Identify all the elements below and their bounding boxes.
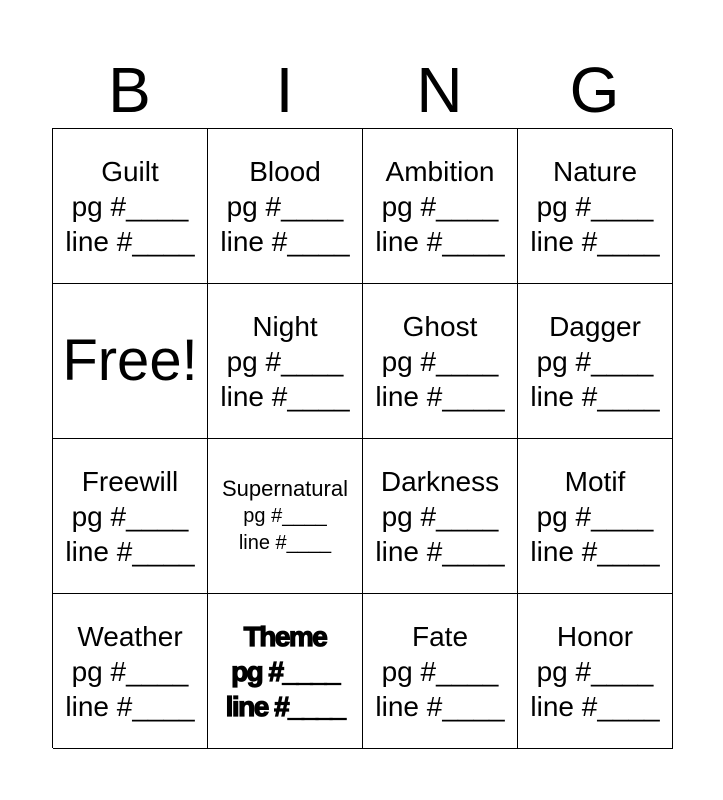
header-letter-n: N bbox=[416, 54, 463, 126]
free-space-label: Free! bbox=[62, 328, 198, 393]
bingo-cell-ambition[interactable] bbox=[363, 129, 518, 284]
cell-word: Honor bbox=[556, 620, 634, 652]
cell-page-blank: pg #____ bbox=[71, 655, 189, 687]
bingo-cell-fate[interactable] bbox=[363, 594, 518, 749]
bingo-cell-nature[interactable] bbox=[518, 129, 673, 284]
cell-line-blank: line #____ bbox=[375, 225, 505, 257]
bingo-cell-free[interactable] bbox=[53, 284, 208, 439]
header-letter-g: G bbox=[569, 54, 620, 126]
cell-line-blank: line #____ bbox=[225, 690, 345, 722]
cell-line-blank: line #____ bbox=[220, 225, 350, 257]
cell-word: Freewill bbox=[81, 465, 179, 497]
bingo-cell-motif[interactable] bbox=[518, 439, 673, 594]
cell-page-blank: pg #____ bbox=[536, 345, 654, 377]
cell-word: Fate bbox=[411, 620, 469, 652]
bingo-cell-freewill[interactable] bbox=[53, 439, 208, 594]
header-letter-b: B bbox=[108, 54, 151, 126]
cell-page-blank: pg #____ bbox=[536, 655, 654, 687]
cell-page-blank: pg #____ bbox=[381, 190, 499, 222]
cell-line-blank: line #____ bbox=[375, 380, 505, 412]
cell-page-blank: pg #____ bbox=[226, 345, 344, 377]
cell-line-blank: line #____ bbox=[65, 535, 195, 567]
cell-word: Ghost bbox=[402, 310, 478, 342]
cell-word: Theme bbox=[243, 620, 327, 652]
cell-page-blank: pg #____ bbox=[243, 505, 327, 527]
bingo-cell-night[interactable] bbox=[208, 284, 363, 439]
cell-page-blank: pg #____ bbox=[536, 500, 654, 532]
cell-line-blank: line #____ bbox=[238, 532, 332, 554]
cell-word: Blood bbox=[249, 155, 321, 187]
cell-word: Dagger bbox=[549, 310, 641, 342]
cell-page-blank: pg #____ bbox=[381, 655, 499, 687]
cell-word: Supernatural bbox=[222, 476, 348, 501]
bingo-cell-ghost[interactable] bbox=[363, 284, 518, 439]
bingo-cell-darkness[interactable] bbox=[363, 439, 518, 594]
cell-word: Night bbox=[252, 310, 318, 342]
bingo-cell-dagger[interactable] bbox=[518, 284, 673, 439]
cell-page-blank: pg #____ bbox=[231, 655, 339, 687]
bingo-cell-honor[interactable] bbox=[518, 594, 673, 749]
cell-line-blank: line #____ bbox=[65, 225, 195, 257]
cell-line-blank: line #____ bbox=[65, 690, 195, 722]
cell-line-blank: line #____ bbox=[530, 380, 660, 412]
bingo-cell-supernatural[interactable] bbox=[208, 439, 363, 594]
cell-line-blank: line #____ bbox=[530, 690, 660, 722]
cell-line-blank: line #____ bbox=[375, 535, 505, 567]
cell-word: Motif bbox=[564, 465, 626, 497]
cell-line-blank: line #____ bbox=[220, 380, 350, 412]
cell-page-blank: pg #____ bbox=[71, 500, 189, 532]
cell-word: Weather bbox=[77, 620, 183, 652]
cell-page-blank: pg #____ bbox=[381, 345, 499, 377]
bingo-cell-guilt[interactable] bbox=[53, 129, 208, 284]
bingo-grid bbox=[52, 128, 672, 748]
cell-word: Nature bbox=[552, 155, 638, 187]
bingo-cell-theme[interactable] bbox=[208, 594, 363, 749]
cell-line-blank: line #____ bbox=[375, 690, 505, 722]
bingo-header bbox=[52, 52, 672, 128]
cell-page-blank: pg #____ bbox=[381, 500, 499, 532]
cell-page-blank: pg #____ bbox=[536, 190, 654, 222]
bingo-cell-weather[interactable] bbox=[53, 594, 208, 749]
cell-word: Guilt bbox=[101, 155, 159, 187]
cell-page-blank: pg #____ bbox=[71, 190, 189, 222]
bingo-cell-blood[interactable] bbox=[208, 129, 363, 284]
cell-page-blank: pg #____ bbox=[226, 190, 344, 222]
cell-word: Darkness bbox=[380, 465, 500, 497]
header-letter-i: I bbox=[275, 54, 294, 126]
cell-line-blank: line #____ bbox=[530, 225, 660, 257]
cell-line-blank: line #____ bbox=[530, 535, 660, 567]
cell-word: Ambition bbox=[385, 155, 495, 187]
